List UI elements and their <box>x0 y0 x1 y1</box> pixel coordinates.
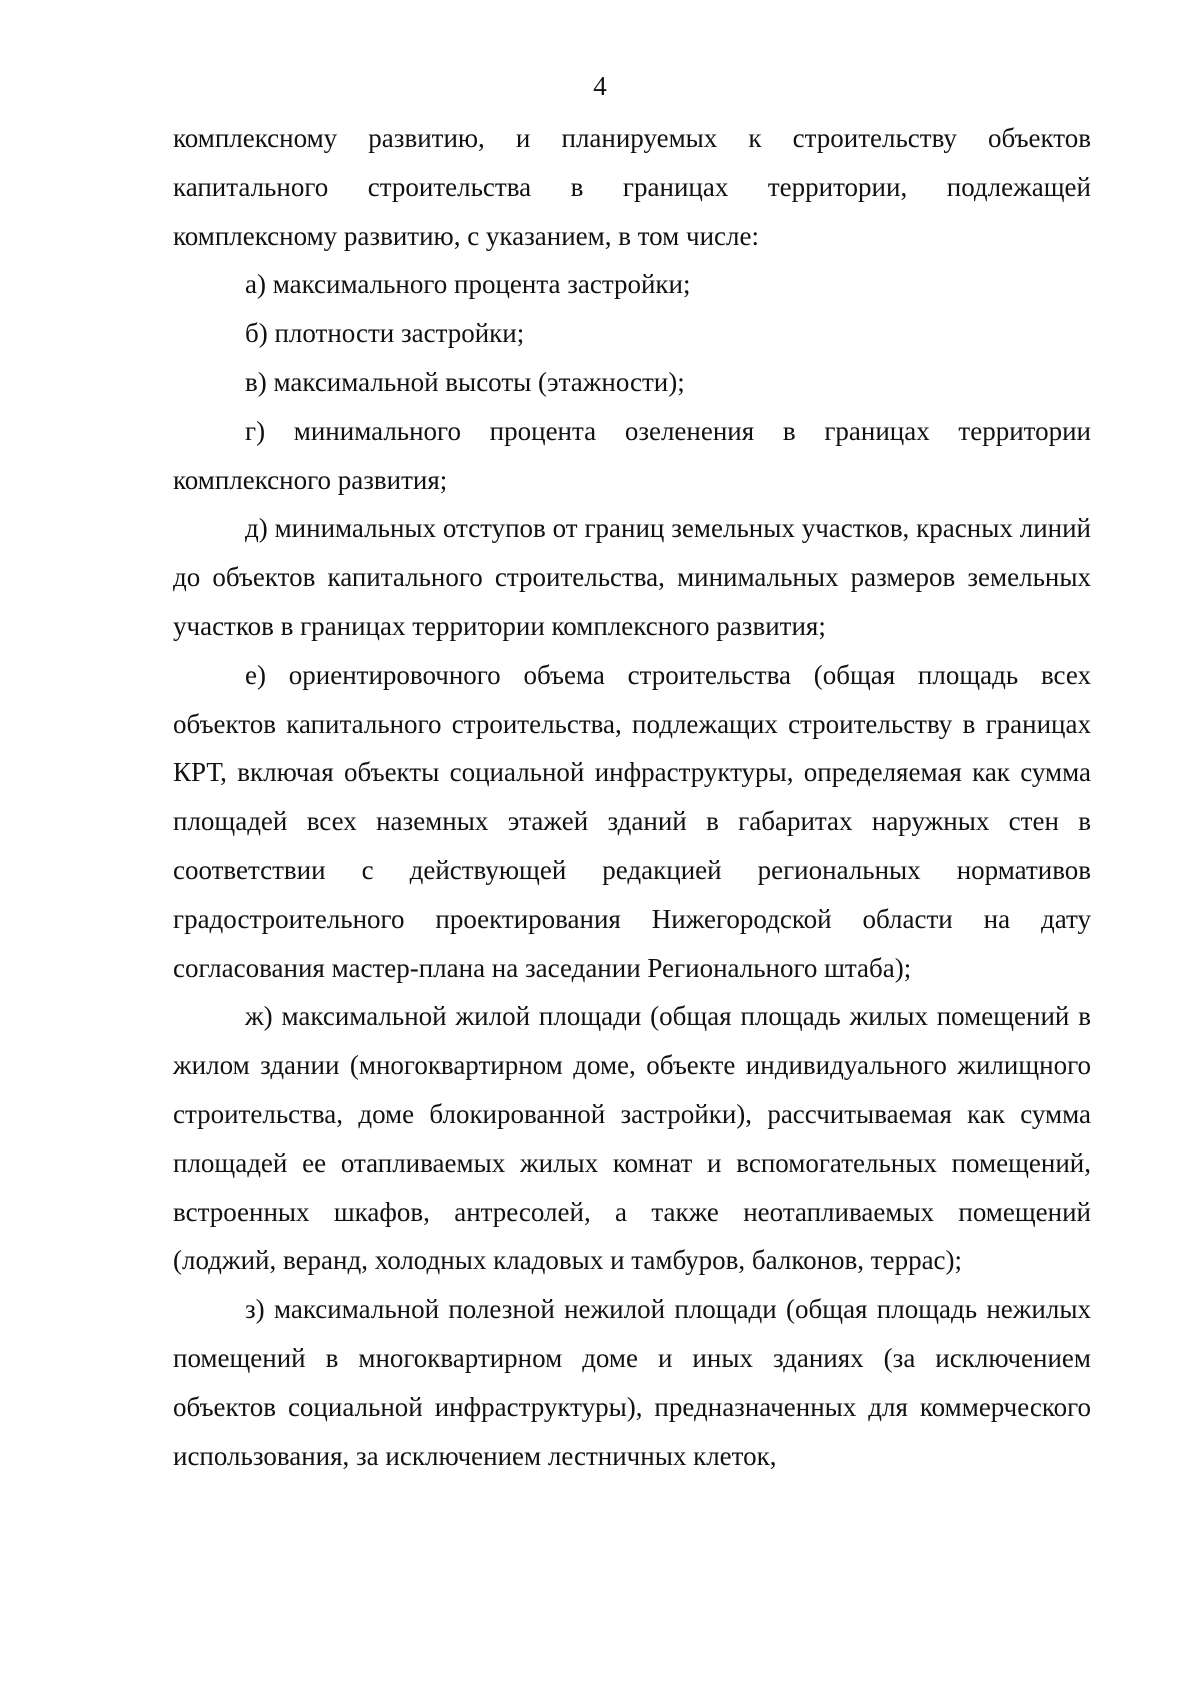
paragraph-continuation: комплексному развитию, и планируемых к строительству объектов капитального строительства в границах территории, подлежащей комплексному развитию, с указанием, в том числе: <box>173 123 1091 251</box>
paragraph-item-z: з) максимальной полезной нежилой площади (общая площадь нежилых помещений в многоквартирном доме и иных зданиях (за исключением объектов социальной инфраструктуры), предназначенных для коммерческого использования, за исключением лестничных клеток, <box>173 1294 1091 1471</box>
page-number: 4 <box>593 71 607 101</box>
paragraph-item-b: б) плотности застройки; <box>245 318 525 349</box>
paragraph-item-a: а) максимального процента застройки; <box>245 269 691 300</box>
document-body <box>173 114 1091 1480</box>
paragraph-item-zh: ж) максимальной жилой площади (общая площадь жилых помещений в жилом здании (многоквартирном доме, объекте индивидуального жилищного строительства, доме блокированной застройки), рассчитываемая как сумма площадей ее отапливаемых жилых комнат и вспомогательных помещений, встроенных шкафов, антресолей, а также неотапливаемых помещений (лоджий, веранд, холодных кладовых и тамбуров, балконов, террас); <box>173 1001 1091 1276</box>
paragraph-item-g: г) минимального процента озеленения в границах территории комплексного развития; <box>173 415 1091 495</box>
paragraph-item-v: в) максимальной высоты (этажности); <box>245 366 685 397</box>
paragraph-item-e: е) ориентировочного объема строительства (общая площадь всех объектов капитального строительства, подлежащих строительству в границах КРТ, включая объекты социальной инфраструктуры, определяемая как сумма площадей всех наземных этажей зданий в габаритах наружных стен в соответствии с действующей редакцией региональных нормативов градостроительного проектирования Нижегородской области на дату согласования мастер-плана на заседании Регионального штаба); <box>173 659 1091 983</box>
paragraph-item-d: д) минимальных отступов от границ земельных участков, красных линий до объектов капитального строительства, минимальных размеров земельных участков в границах территории комплексного развития; <box>173 513 1091 641</box>
